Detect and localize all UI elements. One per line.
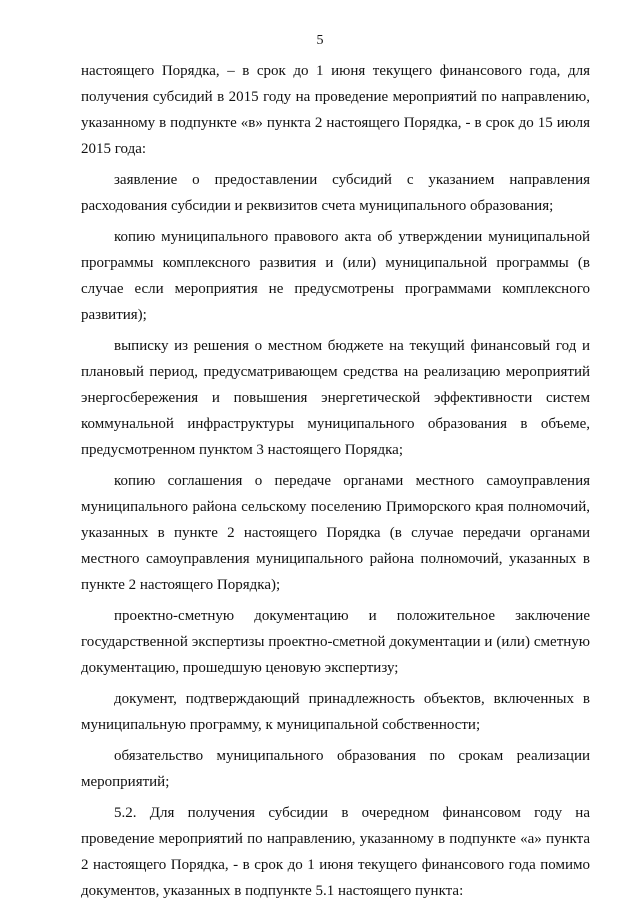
paragraph-design-documentation: проектно-сметную документацию и положительное заключение государственной экспертизы проектно-сметной документации и (или) сметную документацию, прошедшую ценовую экспертизу; [81,608,590,676]
paragraph-section-5-2: 5.2. Для получения субсидии в очередном финансовом году на проведение мероприятий по направлению, указанному в подпункте «а» пункта 2 настоящего Порядка, - в срок до 1 июня текущего финансового года помимо документов, указанных в подпункте 5.1 настоящего пункта: [81,805,590,899]
page-number: 5 [316,33,324,48]
paragraph-deadlines: настоящего Порядка, – в срок до 1 июня текущего финансового года, для получения субсидий в 2015 году на проведение мероприятий по направлению, указанному в подпункте «в» пункта 2 настоящего Порядка, - в срок до 15 июля 2015 года: [81,63,590,157]
paragraph-ownership-document: документ, подтверждающий принадлежность объектов, включенных в муниципальную программу, к муниципальной собственности; [81,691,590,733]
paragraph-application: заявление о предоставлении субсидий с указанием направления расходования субсидии и реквизитов счета муниципального образования; [81,172,590,214]
paragraph-municipal-act: копию муниципального правового акта об утверждении муниципальной программы комплексного развития и (или) муниципальной программы (в случае если мероприятия не предусмотрены программами комплексного развития); [81,229,590,323]
paragraph-budget-extract: выписку из решения о местном бюджете на текущий финансовый год и плановый период, предусматривающем средства на реализацию мероприятий энергосбережения и повышения энергетической эффективности систем коммунальной инфраструктуры муниципального образования в объеме, предусмотренном пунктом 3 настоящего Порядка; [81,338,590,458]
paragraph-obligation: обязательство муниципального образования по срокам реализации мероприятий; [81,748,590,790]
document-body [81,58,590,909]
paragraph-agreement-copy: копию соглашения о передаче органами местного самоуправления муниципального района сельскому поселению Приморского края полномочий, указанных в пункте 2 настоящего Порядка (в случае передачи органами местного самоуправления муниципального района полномочий, указанных в пункте 2 настоящего Порядка); [81,473,590,593]
